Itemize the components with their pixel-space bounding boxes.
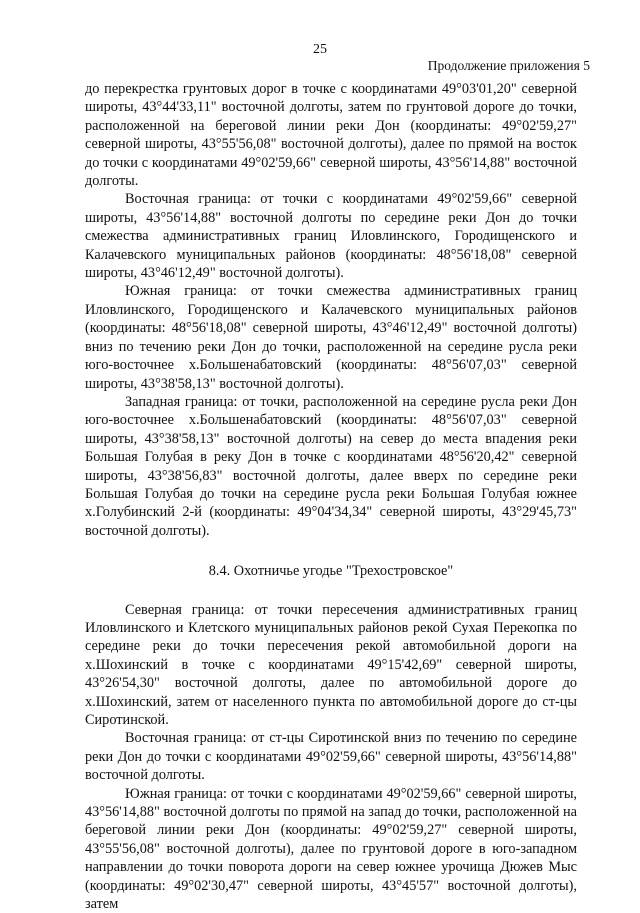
section-heading: 8.4. Охотничье угодье "Трехостровское" [208,563,454,580]
paragraph-northern-border: Северная граница: от точки пересечения административных границ Иловлинского и Клетского муниципальных районов рекой Сухая Перекопка по середине реки до точки пересечения рекой автомобильной дороги на х.Шохинский в точке с координатами 49°15'42,69" северной широты, 43°26'54,30" восточной долготы, далее по автомобильной дороге до х.Шохинский, затем от населенного пункта по автомобильной дороге до ст-цы Сиротинской. [85,601,577,728]
paragraph-southern-border-2: Южная граница: от точки с координатами 49°02'59,66" северной широты, 43°56'14,88" восточной долготы по прямой на запад до точки, расположенной на береговой линии реки Дон (координаты: 49°02'59,27" северной широты, 43°55'56,08" восточной долготы), далее по грунтовой дороге в юго-западном направлении до точки поворота дороги на север южнее урочища Дюжев Мыс (координаты: 49°02'30,47" северной широты, 43°45'57" восточной долготы), затем [85,785,577,913]
appendix-continuation-label: Продолжение приложения 5 [427,58,590,73]
paragraph-eastern-border: Восточная граница: от точки с координатами 49°02'59,66" северной широты, 43°56'14,88" восточной долготы по середине реки Дон до точки смежества административных границ Иловлинского, Городищенского и Калачевского муниципальных районов (координаты: 48°56'18,08" северной широты, 43°46'12,49" восточной долготы). [85,191,577,282]
paragraph-eastern-border-2: Восточная граница: от ст-цы Сиротинской вниз по течению по середине реки Дон до точки с координатами 49°02'59,66" северной широты, 43°56'14,88" восточной долготы. [85,730,577,784]
paragraph-continuation: до перекрестка грунтовых дорог в точке с координатами 49°03'01,20" северной широты, 43°44'33,11" восточной долготы, затем по грунтовой дороге до точки, расположенной на береговой линии реки Дон (координаты: 49°02'59,27" северной широты, 43°55'56,08" восточной долготы), далее по прямой на восток до точки с координатами 49°02'59,66" северной широты, 43°56'14,88" восточной долготы. [85,81,577,190]
paragraph-western-border: Западная граница: от точки, расположенной на середине русла реки Дон юго-восточнее х.Большенабатовский (координаты: 48°56'07,03" северной широты, 43°38'58,13" восточной долготы) на север до места впадения реки Большая Голубая в реку Дон в точке с координатами 48°56'20,42" северной широты, 43°38'56,83" восточной долготы, далее вверх по середине реки Большая Голубая до точки на середине русла реки Большая Голубая южнее х.Голубинский 2-й (координаты: 49°04'34,34" северной широты, 43°29'45,73" восточной долготы). [85,393,577,539]
document-body [85,80,577,913]
paragraph-southern-border: Южная граница: от точки смежества административных границ Иловлинского, Городищенского и Калачевского муниципальных районов (координаты: 48°56'18,08" северной широты, 43°46'12,49" восточной долготы) вниз по течению реки Дон до точки, расположенной на середине русла реки юго-восточнее х.Большенабатовский (координаты: 48°56'07,03" северной широты, 43°38'58,13" восточной долготы). [85,283,577,392]
page-number: 25 [313,42,327,57]
